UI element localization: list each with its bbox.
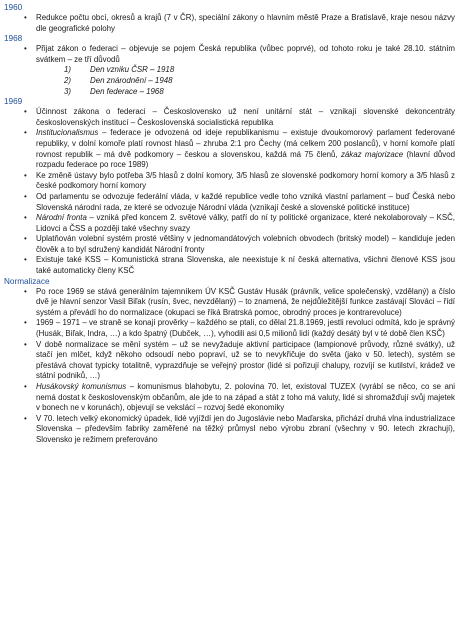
bullet-icon: • — [24, 339, 27, 349]
bullet-item — [4, 414, 455, 446]
bullet-item — [4, 234, 455, 255]
bullet-item — [4, 287, 455, 319]
section-body — [4, 13, 455, 34]
item-number: 2) — [64, 75, 72, 85]
bullet-icon: • — [24, 107, 27, 117]
bullet-item — [4, 192, 455, 213]
item-text: Den federace – 1968 — [90, 86, 164, 96]
section-heading: 1960 — [4, 3, 23, 12]
text-run: – federace je odvozená od ideje republikanismu – existuje dvoukomorový parlament federované republiky, v dolní komoře platí rovnost hlasů – zhruba 2:1 pro Čechy (má celkem 200 poslanců), v horní komoře platí rovnost republik – má dvě podkomory – českou a slovenskou, každá má 75 členů, — [36, 128, 455, 159]
text-run: Přijat zákon o federaci – objevuje se pojem Česká republika (vůbec poprvé), od tohoto roku je také 28.10. státním svátkem – ze tří důvodů — [36, 44, 455, 64]
text-run: Účinnost zákona o federaci – Československo už není unitární stát – vznikají slovenské dekoncentráty československých institucí – Československá socialistická republika — [36, 107, 455, 127]
section-3 — [4, 277, 455, 446]
bullet-icon: • — [24, 286, 27, 296]
text-run: – komunismus blahobytu, 2. polovina 70. let, existoval TUZEX (vyrábí se něco, co se ani nemá dostat k československým občanům, ale jde to na západ a stát z toho má valuty, lidé si shromažďují svůj majetek v bonech ne v korunách), objevují se vekslácí – rozvoj šedé ekonomiky — [36, 382, 455, 413]
numbered-item — [4, 65, 455, 76]
bullet-item — [4, 13, 455, 34]
text-run: 1969 – 1971 – ve straně se konají prověrky – každého se ptali, co dělal 21.8.1969, jestli revoluci odmítá, kdo je správný (Husák, Biľak, Indra, …) a kdo špatný (Dubček, …), vyhodili asi 0,5 milionů lidí (každý desátý byl v té době člen KSČ) — [36, 318, 455, 339]
numbered-item — [4, 87, 455, 98]
bullet-icon: • — [24, 318, 27, 328]
text-run: Po roce 1969 se stává generálním tajemníkem ÚV KSČ Gustáv Husák (právník, velice společenský, vzdělaný) a číslo dvě je hlavní senzor Vasil Biľak (rusín, švec, nevzdělaný) – to znamená, že nejdůležitější funkce zastávají Slováci – řídí systém a převádí ho do normalizace (okupaci se říká Bratrská pomoc, obrodný proces je kontrarevoluce) — [36, 286, 455, 317]
numbered-item — [4, 76, 455, 87]
bullet-icon: • — [24, 213, 27, 223]
text-run: – vzniká před koncem 2. světové války, patří do ní ty politické organizace, které nekolaborovaly – KSČ, Lidovci a ČSS a později také všechny svazy — [36, 213, 455, 233]
text-run: V době normalizace se mění systém – už se nevyžaduje aktivní participace (lampionové průvody, různé svátky), už stačí jen mlčet, když někoho odsoudí nebo popraví, už se to nevykřičuje do světa (jako v 50. letech), systém se přestává chovat typicky totalitně, vyprazdňuje se veřejný prostor (lidé si pořizují chalupy, rozvíjí se kutilství, krádež ve státní podniků, …) — [36, 339, 455, 381]
bullet-icon: • — [24, 44, 27, 54]
bullet-item — [4, 107, 455, 128]
bullet-icon: • — [24, 13, 27, 22]
italic-term: Institucionalismus — [36, 128, 99, 138]
section-body — [4, 287, 455, 446]
bullet-icon: • — [24, 170, 27, 180]
text-run: Existuje také KSS – Komunistická strana Slovenska, ale neexistuje k ní česká alternativa, všichni členové KSS jsou také automaticky členy KSČ — [36, 255, 455, 276]
bullet-item — [4, 213, 455, 234]
section-2 — [4, 97, 455, 277]
italic-term: Národní fronta — [36, 213, 87, 223]
text-run: V 70. letech velký ekonomický úpadek, lidé vyjíždí jen do Jugoslávie nebo Maďarska, přichází druhá vlna industrializace Slovenska – především fabriky zaměřené na těžký průmysl nebo výrobu zbraní (všechny v 90. letech zkrachují), Slovensko je režimem preferováno — [36, 413, 455, 444]
section-body — [4, 44, 455, 97]
item-text: Den znárodnění – 1948 — [90, 75, 173, 85]
text-run: Ke změně ústavy bylo potřeba 3/5 hlasů z dolní komory, 3/5 hlasů ze slovenské podkomory horní komory a 3/5 hlasů z české podkomory horní komory — [36, 170, 455, 191]
bullet-item — [4, 340, 455, 382]
item-number: 1) — [64, 65, 72, 75]
section-heading: 1969 — [4, 97, 23, 107]
section-heading: Normalizace — [4, 276, 50, 286]
bullet-icon: • — [24, 234, 27, 244]
bullet-icon: • — [24, 382, 27, 391]
bullet-item — [4, 171, 455, 192]
bullet-item — [4, 255, 455, 276]
text-run: Redukce počtu obcí, okresů a krajů (7 v ČR), speciální zákony o hlavním městě Praze a Bratislavě, kraje nesou názvy dle geografické polohy — [36, 13, 455, 33]
bullet-icon: • — [24, 128, 27, 138]
section-0 — [4, 3, 455, 34]
section-1 — [4, 34, 455, 97]
bullet-icon: • — [24, 413, 27, 423]
bullet-item — [4, 128, 455, 170]
text-run: (hlavní důvod rozpadu federace po roce 1989) — [36, 149, 455, 170]
numbered-list — [4, 65, 455, 97]
item-number: 3) — [64, 86, 72, 96]
bullet-item — [4, 44, 455, 65]
italic-term: Husákovský komunismus — [36, 382, 127, 391]
section-body — [4, 107, 455, 277]
italic-term: zákaz majorizace — [340, 149, 404, 159]
bullet-icon: • — [24, 191, 27, 201]
text-run: Od parlamentu se odvozuje federální vláda, v každé republice vedle toho vzniká vlastní parlament – buď Česká nebo Slovenská národní rada, ze které se odvozuje Národní vláda (vznikají české a slovenské politické instituce) — [36, 191, 455, 212]
bullet-item — [4, 318, 455, 339]
section-heading: 1968 — [4, 34, 23, 44]
bullet-icon: • — [24, 255, 27, 265]
bullet-item — [4, 382, 455, 414]
text-run: Uplatňován volební systém prosté většiny v jednomandátových volebních obvodech (britský model) – kandiduje jeden člověk a to byl sdružený kandidát Národní fronty — [36, 234, 455, 254]
item-text: Den vzniku ČSR – 1918 — [90, 65, 175, 75]
